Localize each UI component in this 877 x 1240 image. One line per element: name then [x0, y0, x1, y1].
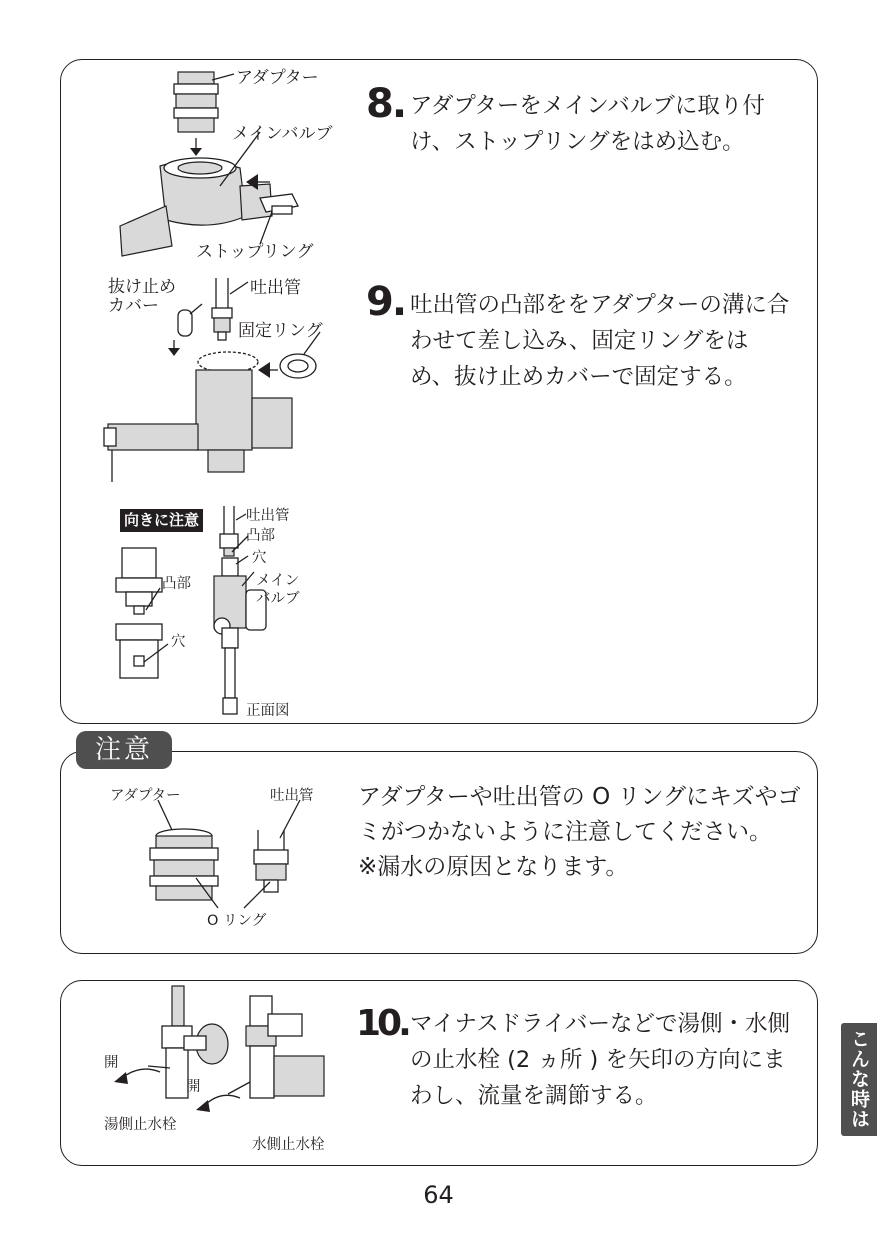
label-main-valve: メインバルブ: [232, 124, 333, 144]
label-fix-ring: 固定リング: [238, 321, 323, 341]
label-orientation-hole-right: 穴: [252, 550, 267, 566]
label-open-1: 開: [104, 1055, 119, 1071]
label-caution-spout: 吐出管: [270, 788, 314, 804]
label-cover: 抜け止め カバー: [108, 277, 176, 316]
step-9-text: 吐出管の凸部ををアダプターの溝に合わせて差し込み、固定リングをはめ、抜け止めカバーで固定する。: [410, 292, 790, 390]
step-8-number: 8.: [366, 81, 406, 127]
label-caution-adapter: アダプター: [110, 788, 181, 804]
page-number: 64: [423, 1181, 454, 1209]
oring-illustration: [120, 800, 340, 930]
label-orientation-main-valve: メイン バルブ: [256, 573, 300, 607]
adapter-mainvalve-illustration: [100, 66, 340, 266]
side-index-tab-label: こんな時は: [848, 1029, 870, 1129]
label-spout: 吐出管: [250, 278, 301, 298]
label-orientation-spout: 吐出管: [246, 508, 290, 524]
label-adapter: アダプター: [236, 68, 319, 88]
label-stop-ring: ストップリング: [196, 242, 314, 262]
side-index-tab[interactable]: [841, 1023, 877, 1136]
step-8-text: アダプターをメインバルブに取り付け、ストップリングをはめ込む。: [410, 93, 765, 155]
step-10-text: マイナスドライバーなどで湯側・水側の止水栓 (2 ヵ所 ) を矢印の方向にまわし、流量を調節する。: [410, 1011, 791, 1109]
label-front-view: 正面図: [246, 703, 290, 719]
orientation-illustration: [104, 506, 314, 720]
label-cold-valve: 水側止水栓: [252, 1137, 325, 1153]
label-orientation-protrusion-left: 凸部: [162, 576, 191, 592]
step-9-number: 9.: [366, 279, 406, 325]
label-orientation-protrusion-right: 凸部: [246, 528, 275, 544]
label-open-2: 開: [186, 1079, 201, 1095]
label-hot-valve: 湯側止水栓: [104, 1117, 177, 1133]
caution-text: アダプターや吐出管の O リングにキズやゴミがつかないように注意してください。 ※漏水の原因となります。: [358, 784, 801, 880]
orientation-badge: 向きに注意: [120, 509, 203, 532]
step-10-number: 10.: [356, 1003, 408, 1044]
label-orientation-hole-left: 穴: [171, 634, 186, 650]
caution-tab: 注意: [76, 731, 172, 769]
label-o-ring: O リング: [207, 913, 267, 929]
